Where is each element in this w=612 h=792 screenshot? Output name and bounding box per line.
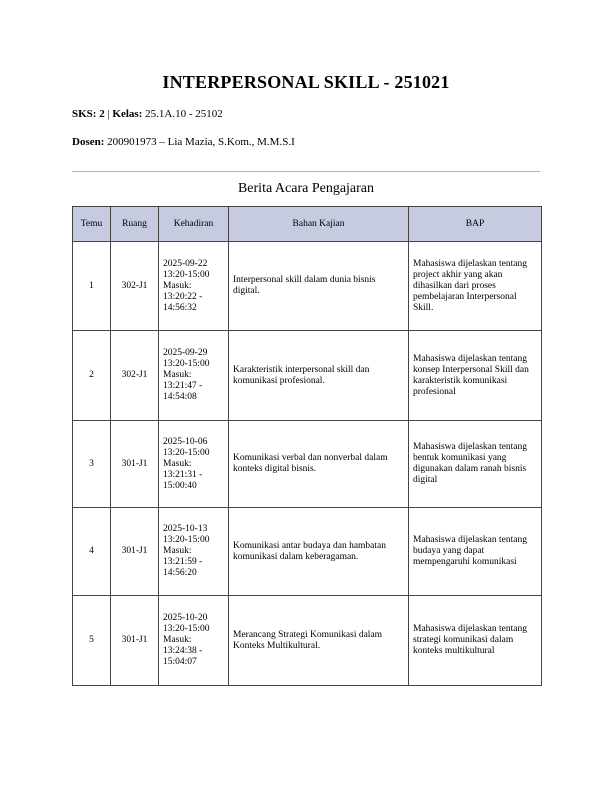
table-row [73,242,542,331]
kelas-value: 25.1A.10 - 25102 [145,108,223,120]
cell-bap: Mahasiswa dijelaskan tentang project akhir yang akan dihasilkan dari proses pembelajaran Interpersonal Skill. [409,242,542,331]
sks-label: SKS: [72,108,97,120]
cell-temu: 4 [73,508,111,596]
kehadiran-masuk-label: Masuk: [163,280,192,291]
kehadiran-time: 13:20-15:00 [163,447,210,458]
kehadiran-in: 13:21:31 - [163,469,203,480]
lecturer-meta [72,136,295,148]
cell-bahan-kajian: Karakteristik interpersonal skill dan komunikasi profesional. [229,331,409,421]
course-meta [72,108,223,120]
cell-kehadiran [159,242,229,331]
kehadiran-masuk-label: Masuk: [163,370,192,380]
kehadiran-date: 2025-10-20 [163,613,208,623]
kehadiran-date: 2025-09-29 [163,348,208,358]
kehadiran-masuk-label: Masuk: [163,635,192,645]
divider [72,171,540,172]
header-bahan-kajian: Bahan Kajian [229,207,409,242]
page-title: INTERPERSONAL SKILL - 251021 [162,72,450,92]
kehadiran-out: 14:54:08 [163,392,197,402]
kehadiran-masuk-label: Masuk: [163,458,192,469]
cell-bap: Mahasiswa dijelaskan tentang budaya yang dapat mempengaruhi komunikasi [409,508,542,596]
cell-bahan-kajian: Merancang Strategi Komunikasi dalam Konteks Multikultural. [229,596,409,686]
cell-ruang: 302-J1 [111,242,159,331]
kehadiran-out: 14:56:20 [163,568,197,578]
table-header-row [73,207,542,242]
cell-bap: Mahasiswa dijelaskan tentang bentuk komunikasi yang digunakan dalam ranah bisnis digital [409,421,542,508]
table-row [73,508,542,596]
kehadiran-masuk-label: Masuk: [163,546,192,556]
kehadiran-time: 13:20-15:00 [163,624,210,634]
kehadiran-out: 14:56:32 [163,302,197,313]
cell-bahan-kajian: Komunikasi verbal dan nonverbal dalam konteks digital bisnis. [229,421,409,508]
meta-separator: | [107,108,110,120]
table-row [73,331,542,421]
kehadiran-out: 15:00:40 [163,480,197,491]
cell-ruang: 302-J1 [111,331,159,421]
bap-table [72,206,542,686]
kehadiran-time: 13:20-15:00 [163,535,210,545]
cell-bahan-kajian: Komunikasi antar budaya dan hambatan komunikasi dalam keberagaman. [229,508,409,596]
cell-ruang: 301-J1 [111,421,159,508]
cell-kehadiran [159,508,229,596]
kehadiran-out: 15:04:07 [163,657,197,667]
kehadiran-date: 2025-10-06 [163,436,208,447]
cell-kehadiran [159,596,229,686]
kehadiran-in: 13:24:38 - [163,646,203,656]
kelas-label: Kelas: [112,108,143,120]
sks-value: 2 [99,108,105,120]
kehadiran-date: 2025-10-13 [163,524,208,534]
header-temu: Temu [73,207,111,242]
table-row [73,421,542,508]
cell-kehadiran [159,331,229,421]
cell-temu: 1 [73,242,111,331]
kehadiran-in: 13:21:47 - [163,381,203,391]
cell-bap: Mahasiswa dijelaskan tentang strategi komunikasi dalam konteks multikultural [409,596,542,686]
cell-temu: 2 [73,331,111,421]
kehadiran-date: 2025-09-22 [163,258,208,269]
kehadiran-in: 13:21:59 - [163,557,203,567]
header-bap: BAP [409,207,542,242]
header-ruang: Ruang [111,207,159,242]
cell-kehadiran [159,421,229,508]
header-kehadiran: Kehadiran [159,207,229,242]
table-row [73,596,542,686]
dosen-label: Dosen: [72,136,105,148]
cell-temu: 3 [73,421,111,508]
kehadiran-time: 13:20-15:00 [163,359,210,369]
cell-ruang: 301-J1 [111,508,159,596]
dosen-value: 200901973 – Lia Mazia, S.Kom., M.M.S.I [107,136,295,148]
cell-ruang: 301-J1 [111,596,159,686]
section-title: Berita Acara Pengajaran [237,181,375,196]
kehadiran-time: 13:20-15:00 [163,269,210,280]
cell-bahan-kajian: Interpersonal skill dalam dunia bisnis digital. [229,242,409,331]
cell-bap: Mahasiswa dijelaskan tentang konsep Interpersonal Skill dan karakteristik komunikasi profesional [409,331,542,421]
kehadiran-in: 13:20:22 - [163,291,203,302]
cell-temu: 5 [73,596,111,686]
